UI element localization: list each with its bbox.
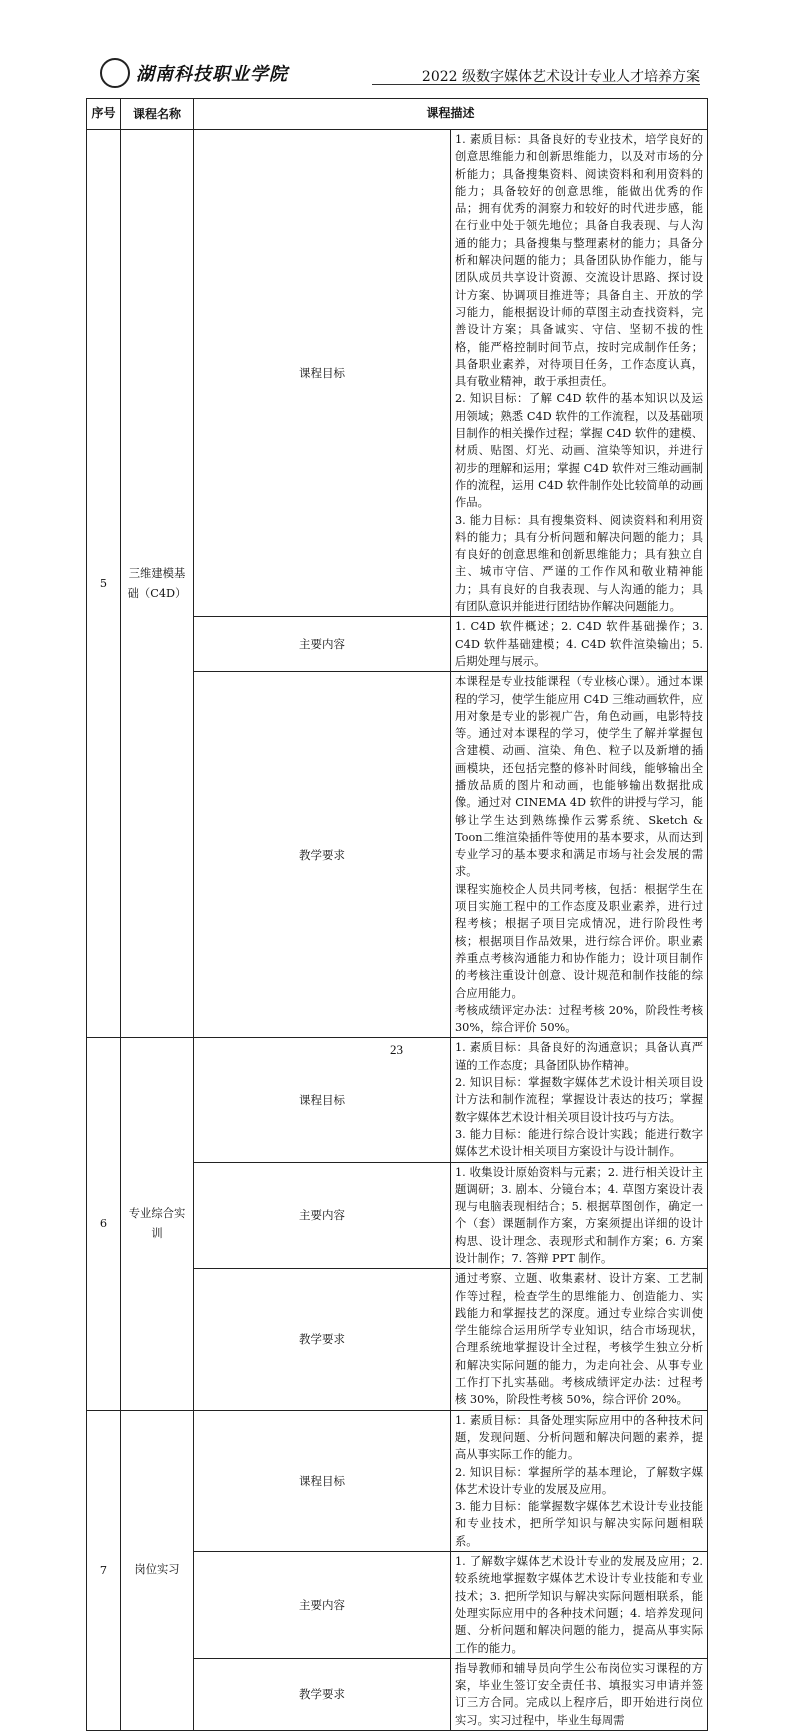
section-description (451, 1162, 708, 1269)
header-no: 序号 (87, 99, 121, 130)
table-row (87, 130, 708, 617)
section-label: 课程目标 (194, 130, 451, 617)
section-description (451, 672, 708, 1038)
section-description (451, 1552, 708, 1659)
school-name: 湖南科技职业学院 (136, 64, 288, 85)
section-label: 教学要求 (194, 1269, 451, 1410)
description-paragraph: 3. 能力目标：具有搜集资料、阅读资料和利用资料的能力；具有分析问题和解决问题的能力；具有良好的创意思维和创新思维能力；具有独立自主、城市守信、严谨的工作作风和敬业精神能力；具有良好的自我表现、与人沟通的能力；具有团队意识并能进行团结协作解决问题能力。 (455, 513, 703, 614)
course-table (86, 98, 708, 1731)
description-paragraph: 2. 知识目标：掌握数字媒体艺术设计相关项目设计方法和制作流程；掌握设计表达的技巧；掌握数字媒体艺术设计相关项目设计技巧与方法。 (455, 1076, 703, 1124)
description-paragraph: 课程实施校企人员共同考核，包括：根据学生在项目实施工程中的工作态度及职业素养，进行过程考核；根据子项目完成情况，进行阶段性考核；根据项目作品效果，进行综合评价。职业素养重点考核沟通能力和协作能力；设计项目制作的考核注重设计创意、设计规范和制作技能的综合应用能力。 (455, 882, 703, 1000)
course-number: 7 (87, 1410, 121, 1730)
school-seal-icon (100, 58, 130, 88)
section-description (451, 130, 708, 617)
section-label: 课程目标 (194, 1038, 451, 1162)
table-header-row (87, 99, 708, 130)
document-title: 2022 级数字媒体艺术设计专业人才培养方案 (421, 69, 700, 85)
description-paragraph: 1. 素质目标：具备良好的沟通意识；具备认真严谨的工作态度；具备团队协作精神。 (455, 1041, 703, 1072)
header-desc: 课程描述 (194, 99, 708, 130)
section-description (451, 1269, 708, 1410)
header-rule (372, 84, 700, 85)
description-paragraph: 1. 了解数字媒体艺术设计专业的发展及应用；2. 较系统地掌握数字媒体艺术设计专业技能和专业技术；3. 把所学知识与解决实际问题相联系，能处理实际应用中的各种技术问题；4. 培养发现问题、分析问题和解决问题的能力，提高从事实际工作的能力。 (455, 1555, 703, 1655)
description-paragraph: 1. 收集设计原始资料与元素；2. 进行相关设计主题调研；3. 剧本、分镜台本；4. 草图方案设计表现与电脑表现相结合；5. 根据草图创作，确定一个（套）课题制作方案，方案须提出详细的设计构思、设计理念、表现形式和制作方案；6. 方案设计制作；7. 答辩 PPT 制作。 (455, 1165, 703, 1265)
section-description (451, 1658, 708, 1730)
course-name: 专业综合实训 (121, 1038, 194, 1410)
description-paragraph: 3. 能力目标：能掌握数字媒体艺术设计专业技能和专业技术，把所学知识与解决实际问题相联系。 (455, 1500, 703, 1548)
course-number: 6 (87, 1038, 121, 1410)
description-paragraph: 考核成绩评定办法：过程考核 20%，阶段性考核 30%，综合评价 50%。 (455, 1003, 703, 1035)
description-paragraph: 通过考察、立题、收集素材、设计方案、工艺制作等过程，检查学生的思维能力、创造能力、实践能力和掌握技艺的深度。通过专业综合实训使学生能综合运用所学专业知识，结合市场现状，合理系统地掌握设计全过程，考核学生独立分析和解决实际问题的能力，为走向社会、从事专业工作打下扎实基础。考核成绩评定办法：过程考核 30%，阶段性考核 50%，综合评价 20%。 (455, 1272, 703, 1407)
section-label: 主要内容 (194, 1552, 451, 1659)
course-name: 三维建模基础（C4D） (121, 130, 194, 1038)
description-paragraph: 2. 知识目标：了解 C4D 软件的基本知识以及运用领域；熟悉 C4D 软件的工作流程，以及基础项目制作的相关操作过程；掌握 C4D 软件的建模、材质、贴图、灯光、动画、渲染等知识，并进行初步的理解和运用；掌握 C4D 软件对三维动画制作的流程，运用 C4D 软件制作处比较简单的动画作品。 (455, 392, 703, 510)
section-label: 教学要求 (194, 1658, 451, 1730)
description-paragraph: 2. 知识目标：掌握所学的基本理论，了解数字媒体艺术设计专业的发展及应用。 (455, 1465, 703, 1496)
school-logo (100, 58, 288, 88)
description-paragraph: 本课程是专业技能课程（专业核心课）。通过本课程的学习，使学生能应用 C4D 三维动画软件，应用对象是专业的影视广告，角色动画，电影特技等。通过对本课程的学习，使学生了解并掌握包含建模、动画、渲染、角色、粒子以及新增的插画模块，还包括完整的修补时间线，能够输出全播放品质的图片和动画，也能够输出数据批成像。通过对 CINEMA 4D 软件的讲授与学习，能够让学生达到熟练操作云雾系统、Sketch & Toon二维渲染插件等使用的基本要求，从而达到专业学习的基本要求和满足市场与社会发展的需求。 (455, 675, 703, 879)
table-body (87, 130, 708, 1731)
description-paragraph: 1. C4D 软件概述；2. C4D 软件基础操作；3. C4D 软件基础建模；4. C4D 软件渲染输出；5. 后期处理与展示。 (455, 620, 703, 668)
section-label: 主要内容 (194, 617, 451, 672)
course-number: 5 (87, 130, 121, 1038)
page-header (100, 58, 700, 88)
section-label: 教学要求 (194, 672, 451, 1038)
table-row (87, 1410, 708, 1551)
section-label: 课程目标 (194, 1410, 451, 1551)
description-paragraph: 指导教师和辅导员向学生公布岗位实习课程的方案，毕业生签订安全责任书、填报实习申请并签订三方合同。完成以上程序后，即开始进行岗位实习。实习过程中，毕业生每周需 (455, 1661, 703, 1727)
description-paragraph: 1. 素质目标：具备处理实际应用中的各种技术问题，发现问题、分析问题和解决问题的素养，提高从事实际工作的能力。 (455, 1413, 703, 1462)
section-description (451, 1410, 708, 1551)
header-name: 课程名称 (121, 99, 194, 130)
description-paragraph: 1. 素质目标：具备良好的专业技术，培学良好的创意思维能力和创新思维能力，以及对市场的分析能力；具备搜集资料、阅读资料和利用资料的能力；具备较好的创意思维，能做出优秀的作品；拥有优秀的洞察力和较好的时代进步感，能在行业中处于领先地位；具备自我表现、与人沟通的能力；具备搜集与整理素材的能力；具备分析和解决问题的能力；具备团队协作能力，能与团队成员共享设计资源、交流设计思路、探讨设计方案、协调项目推进等；具备自主、开放的学习能力，能根据设计师的草图主动查找资料，完善设计方案；具备诚实、守信、坚韧不拔的性格，能严格控制时间节点，按时完成制作任务；具备职业素养，对待项目任务，工作态度认真，具有敬业精神，敢于承担责任。 (455, 133, 703, 389)
section-label: 主要内容 (194, 1162, 451, 1269)
page-number: 23 (390, 1042, 403, 1057)
section-description (451, 617, 708, 672)
course-name: 岗位实习 (121, 1410, 194, 1730)
description-paragraph: 3. 能力目标：能进行综合设计实践；能进行数字媒体艺术设计相关项目方案设计与设计制作。 (455, 1127, 703, 1159)
